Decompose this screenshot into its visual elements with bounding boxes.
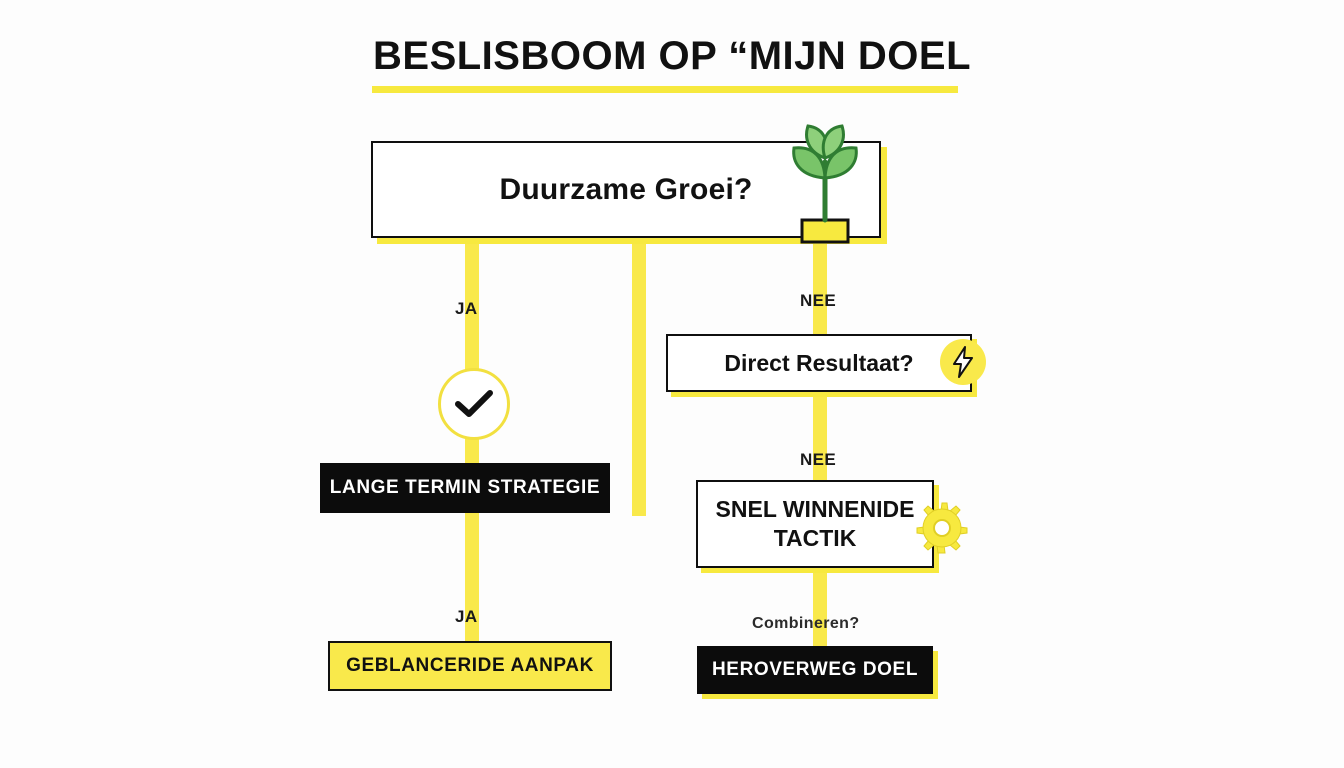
edge-label-right-down: Combineren?	[752, 615, 860, 632]
connector-tactic-to-result	[813, 568, 827, 646]
node-direct-result-question-label: Direct Resultaat?	[724, 349, 914, 376]
node-root-question-label: Duurzame Groei?	[499, 172, 753, 206]
edge-label-root-left: JA	[455, 299, 478, 318]
page-title	[0, 34, 1344, 84]
title-underline	[372, 86, 958, 93]
check-icon	[438, 368, 510, 440]
edge-label-left-down: JA	[455, 607, 478, 626]
node-quick-win-tactic[interactable]	[696, 480, 934, 568]
node-quick-win-tactic-label: SNEL WINNENIDE TACTIK	[715, 496, 915, 551]
node-long-term-strategy[interactable]	[320, 463, 610, 513]
gear-icon	[914, 500, 970, 561]
node-direct-result-question[interactable]	[666, 334, 972, 392]
node-reconsider-goal[interactable]	[697, 646, 933, 694]
node-reconsider-goal-label: HEROVERWEG DOEL	[711, 659, 919, 680]
bolt-icon	[940, 339, 986, 385]
edge-label-question-down: NEE	[800, 450, 837, 469]
edge-label-root-right: NEE	[800, 291, 837, 310]
plant-icon	[780, 118, 870, 251]
connector-root-to-right	[813, 238, 827, 338]
node-long-term-strategy-label: LANGE TERMIN STRATEGIE	[329, 477, 601, 498]
connector-root-middle-stub	[632, 238, 646, 516]
page-title-text: BESLISBOOM OP “MIJN DOEL	[373, 34, 971, 78]
node-balanced-approach-label: GEBLANCERIDE AANPAK	[346, 655, 594, 676]
node-balanced-approach[interactable]	[328, 641, 612, 691]
